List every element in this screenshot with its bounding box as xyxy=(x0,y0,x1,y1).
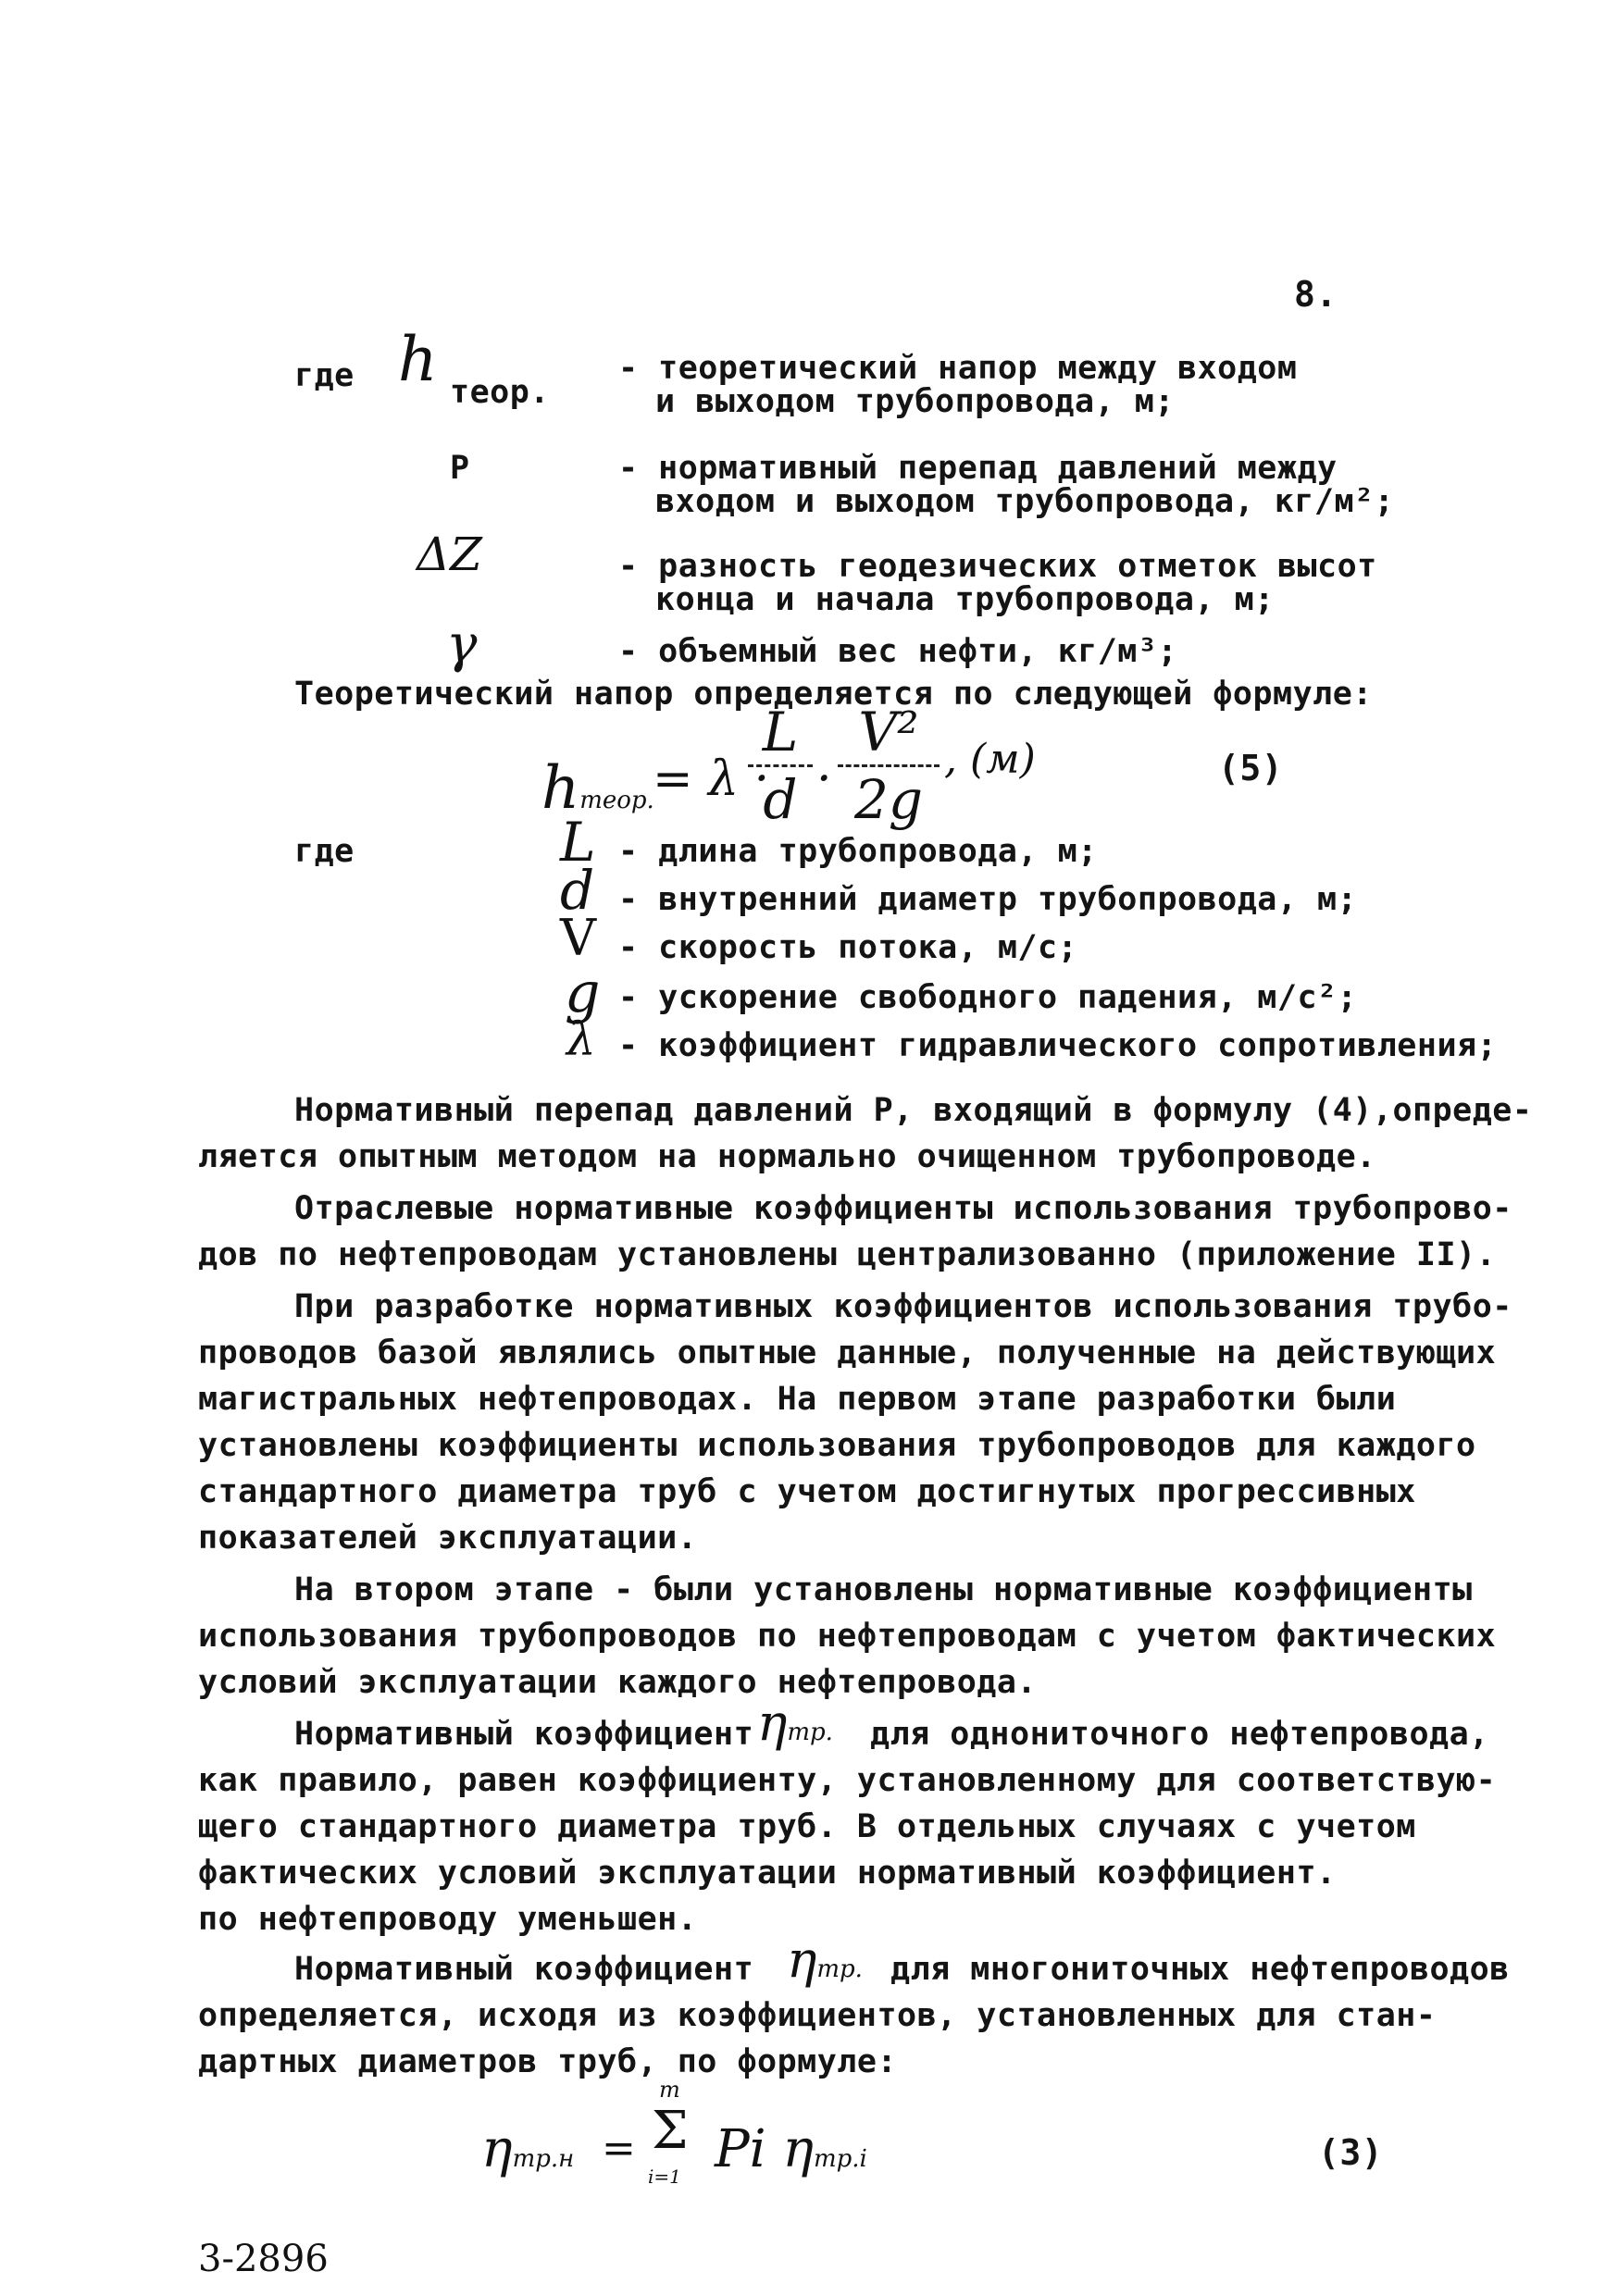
text-line: определяется, исходя из коэффициентов, установленных для стан- xyxy=(198,1997,1437,2034)
def-p-line1: - нормативный перепад давлений между xyxy=(618,450,1338,487)
formula3-sum-top: m xyxy=(659,2077,680,2103)
symbol-g: g xyxy=(565,961,601,1025)
symbol-p: P xyxy=(450,450,470,487)
text-line: Нормативный коэффициент xyxy=(294,1716,754,1753)
text-line: показателей эксплуатации. xyxy=(198,1520,698,1557)
text-line: Отраслевые нормативные коэффициенты использования трубопрово- xyxy=(294,1190,1512,1227)
text-line: дов по нефтепроводам установлены централизованно (приложение II). xyxy=(198,1236,1497,1273)
symbol-l: L xyxy=(560,811,596,874)
formula5-number: (5) xyxy=(1218,748,1284,788)
text-line: При разработке нормативных коэффициентов использования трубо- xyxy=(294,1288,1512,1325)
symbol-v: V xyxy=(560,909,596,967)
text-line: ляется опытным методом на нормально очищенном трубопроводе. xyxy=(198,1138,1376,1175)
text-line: для однониточного нефтепровода, xyxy=(870,1716,1489,1753)
symbol-h-theor: h xyxy=(398,324,438,395)
def-h-line2: и выходом трубопровода, м; xyxy=(655,383,1175,420)
formula3-eq: = xyxy=(602,2125,636,2172)
def-v: - скорость потока, м/с; xyxy=(618,929,1078,966)
eta-tr-symbol: ηтр. xyxy=(757,1694,833,1752)
text-line: На втором этапе - были установлены нормативные коэффициенты xyxy=(294,1571,1473,1608)
symbol-h-theor-sub: теор. xyxy=(450,374,550,411)
formula5-frac-l-over-d: L d xyxy=(748,703,813,828)
formula5-dot: · xyxy=(816,751,832,807)
formula5-lhs: hтеор. xyxy=(541,754,654,823)
footer-mark: 3-2896 xyxy=(198,2238,329,2280)
symbol-delta-z: ΔZ xyxy=(417,527,482,581)
formula3-sum-sign: Σ xyxy=(652,2101,689,2161)
text-line: как правило, равен коэффициенту, установленному для соответствую- xyxy=(198,1762,1497,1799)
formula5-frac-v2-over-2g: V² 2g xyxy=(838,703,940,828)
where-label-2: где xyxy=(294,833,355,870)
text-line: магистральных нефтепроводах. На первом этапе разработки были xyxy=(198,1381,1397,1418)
formula5-eq: = λ · xyxy=(653,751,770,807)
text-line: проводов базой являлись опытные данные, полученные на действующих xyxy=(198,1334,1497,1371)
text-line: установлены коэффициенты использования трубопроводов для каждого xyxy=(198,1427,1476,1464)
eta-tr-symbol-2: ηтр. xyxy=(787,1930,863,1989)
text-line: использования трубопроводов по нефтепроводам с учетом фактических xyxy=(198,1618,1497,1655)
def-p-line2: входом и выходом трубопровода, кг/м²; xyxy=(655,483,1395,520)
def-dz-line1: - разность геодезических отметок высот xyxy=(618,548,1377,585)
where-label: где xyxy=(294,357,355,394)
formula3-sum-bottom: i=1 xyxy=(648,2166,681,2188)
def-d: - внутренний диаметр трубопровода, м; xyxy=(618,881,1358,918)
def-gamma: - объемный вес нефти, кг/м³; xyxy=(618,633,1178,670)
text-line: по нефтепроводу уменьшен. xyxy=(198,1901,698,1938)
formula3-lhs: ηтр.н xyxy=(481,2119,575,2179)
def-lambda: - коэффициент гидравлического сопротивления; xyxy=(618,1027,1498,1064)
text-line: для многониточных нефтепроводов xyxy=(890,1951,1510,1988)
formula-intro: Теоретический напор определяется по следующей формуле: xyxy=(294,676,1373,713)
text-line: стандартного диаметра труб с учетом достигнутых прогрессивных xyxy=(198,1473,1416,1510)
def-h-line1: - теоретический напор между входом xyxy=(618,350,1298,387)
text-line: дартных диаметров труб, по формуле: xyxy=(198,2043,898,2080)
formula5-unit: , (м) xyxy=(944,736,1036,783)
text-line: щего стандартного диаметра труб. В отдельных случаях с учетом xyxy=(198,1808,1416,1845)
symbol-lambda: λ xyxy=(566,1012,596,1066)
symbol-gamma: γ xyxy=(446,614,478,675)
def-dz-line2: конца и начала трубопровода, м; xyxy=(655,581,1275,618)
text-line: условий эксплуатации каждого нефтепровода. xyxy=(198,1664,1038,1701)
formula3-term: Pi ηтр.i xyxy=(715,2119,867,2179)
def-g: - ускорение свободного падения, м/с²; xyxy=(618,979,1358,1016)
text-line: Нормативный перепад давлений Р, входящий в формулу (4),опреде- xyxy=(294,1092,1533,1129)
text-line: фактических условий эксплуатации нормативный коэффициент. xyxy=(198,1855,1337,1892)
def-l: - длина трубопровода, м; xyxy=(618,833,1098,870)
symbol-d: d xyxy=(560,859,595,922)
page-number: 8. xyxy=(1294,274,1338,315)
text-line: Нормативный коэффициент xyxy=(294,1951,754,1988)
formula3-number: (3) xyxy=(1318,2132,1384,2173)
